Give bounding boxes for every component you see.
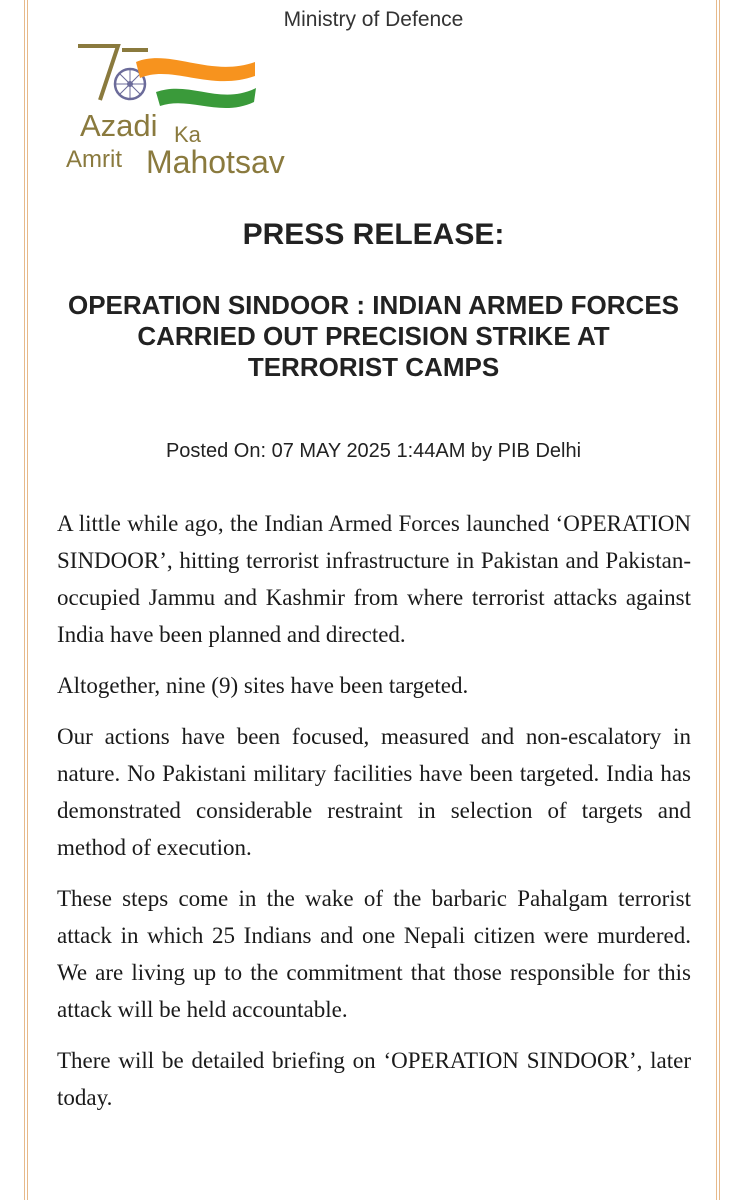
logo-text-amrit: Amrit — [66, 146, 122, 173]
ministry-name: Ministry of Defence — [283, 8, 464, 31]
logo-text-ka: Ka — [174, 122, 201, 147]
logo-text-azadi: Azadi — [80, 108, 158, 143]
posted-on-line: Posted On: 07 MAY 2025 1:44AM by PIB Delhi — [165, 440, 582, 462]
page-border-right — [716, 0, 720, 1200]
body-paragraph: There will be detailed briefing on ‘OPERATION SINDOOR’, later today. — [57, 1048, 691, 1110]
body-paragraph: A little while ago, the Indian Armed Forces launched ‘OPERATION SINDOOR’, hitting terrorist infrastructure in Pakistan and Pakistan-occupied Jammu and Kashmir from where terrorist attacks against India have been planned and directed. — [57, 511, 691, 647]
release-body — [57, 505, 691, 1130]
body-paragraph: Altogether, nine (9) sites have been targeted. — [57, 673, 469, 698]
azadi-ka-amrit-mahotsav-logo — [60, 40, 320, 180]
body-paragraph: These steps come in the wake of the barbaric Pahalgam terrorist attack in which 25 Indians and one Nepali citizen were murdered. We are living up to the commitment that those responsible for this attack will be held accountable. — [57, 886, 691, 1022]
logo-text-mahotsav: Mahotsav — [146, 144, 285, 180]
page-border-left — [24, 0, 28, 1200]
body-paragraph: Our actions have been focused, measured and non-escalatory in nature. No Pakistani military facilities have been targeted. India has demonstrated considerable restraint in selection of targets and method of execution. — [57, 724, 691, 860]
press-release-title: PRESS RELEASE: — [242, 218, 505, 251]
release-headline: OPERATION SINDOOR : INDIAN ARMED FORCES CARRIED OUT PRECISION STRIKE AT TERRORIST CAMPS — [67, 290, 679, 382]
